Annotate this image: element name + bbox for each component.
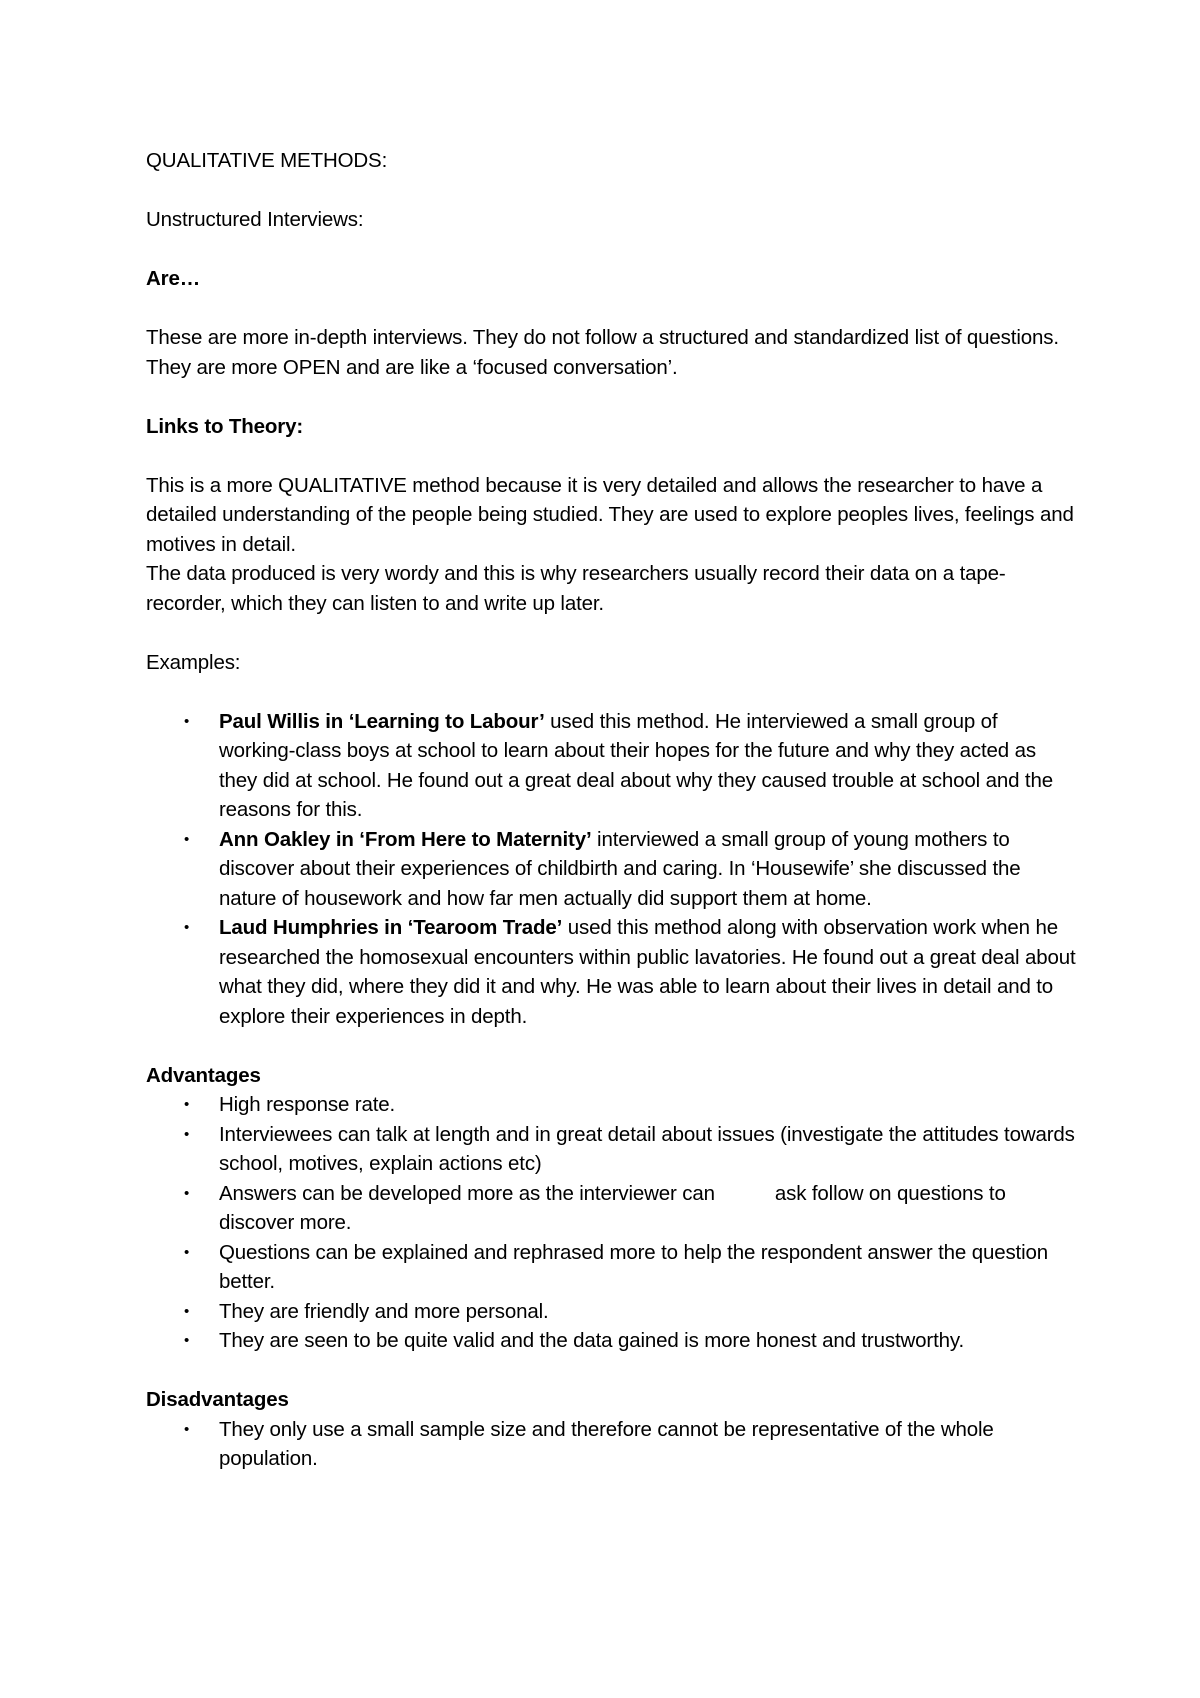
list-item bbox=[146, 1238, 1076, 1297]
document-heading: QUALITATIVE METHODS: bbox=[146, 149, 388, 172]
bullet-icon: • bbox=[184, 1096, 190, 1113]
list-item bbox=[146, 1297, 1076, 1327]
advantage-text-continued: ask follow on questions to discover more. bbox=[219, 1181, 1006, 1234]
document-page bbox=[146, 146, 1076, 1474]
section-title-unstructured-interviews: Unstructured Interviews: bbox=[146, 208, 364, 231]
example-description: interviewed a small group of young mothers to discover about their experiences of childbirth and caring. In ‘Housewife’ she discussed the nature of housework and how far men actually did support them at home. bbox=[219, 827, 1021, 910]
bullet-icon: • bbox=[184, 1332, 190, 1349]
example-source: Laud Humphries in ‘Tearoom Trade’ bbox=[219, 916, 563, 939]
list-item bbox=[146, 825, 1076, 914]
disadvantage-text: They only use a small sample size and therefore cannot be representative of the whole population. bbox=[219, 1417, 994, 1470]
bullet-icon: • bbox=[184, 712, 190, 730]
list-item bbox=[146, 1179, 1076, 1238]
example-source: Paul Willis in ‘Learning to Labour’ bbox=[219, 709, 545, 733]
bullet-icon: • bbox=[184, 1125, 190, 1143]
bullet-icon: • bbox=[184, 919, 190, 936]
disadvantages-list bbox=[146, 1415, 1076, 1474]
list-item bbox=[146, 1415, 1076, 1474]
list-item bbox=[146, 1326, 1076, 1356]
bullet-icon: • bbox=[184, 1184, 190, 1202]
bullet-icon: • bbox=[184, 1420, 190, 1438]
disadvantages-label: Disadvantages bbox=[146, 1388, 289, 1411]
example-source: Ann Oakley in ‘From Here to Maternity’ bbox=[219, 827, 592, 851]
bullet-icon: • bbox=[184, 830, 190, 848]
list-item bbox=[146, 1120, 1076, 1179]
list-item bbox=[146, 1090, 1076, 1120]
theory-paragraph-2: The data produced is very wordy and this is why researchers usually record their data on a tape-recorder, which they can listen to and write up later. bbox=[146, 562, 1006, 615]
advantage-text: High response rate. bbox=[219, 1093, 396, 1116]
advantage-text: They are seen to be quite valid and the data gained is more honest and trustworthy. bbox=[219, 1329, 964, 1352]
example-description: used this method along with observation work when he researched the homosexual encounters within public lavatories. He found out a great deal about what they did, where they did it and why. He was able to learn about their lives in detail and to explore their experiences in depth. bbox=[219, 916, 1076, 1028]
examples-list bbox=[146, 707, 1076, 1032]
advantage-text: Questions can be explained and rephrased more to help the respondent answer the question better. bbox=[219, 1240, 1049, 1293]
links-to-theory-label: Links to Theory: bbox=[146, 414, 304, 438]
example-description: used this method. He interviewed a small group of working-class boys at school to learn about their hopes for the future and why they acted as they did at school. He found out a great deal about why they caused trouble at school and the reasons for this. bbox=[219, 709, 1053, 821]
advantages-label: Advantages bbox=[146, 1063, 261, 1087]
examples-label: Examples: bbox=[146, 650, 241, 674]
bullet-icon: • bbox=[184, 1243, 190, 1261]
list-item bbox=[146, 913, 1076, 1031]
are-paragraph: These are more in-depth interviews. They do not follow a structured and standardized list of questions. They are more OPEN and are like a ‘focused conversation’. bbox=[146, 326, 1059, 379]
advantage-text: Interviewees can talk at length and in great detail about issues (investigate the attitudes towards school, motives, explain actions etc) bbox=[219, 1122, 1075, 1175]
advantage-text: They are friendly and more personal. bbox=[219, 1299, 549, 1323]
theory-paragraph-1: This is a more QUALITATIVE method because it is very detailed and allows the researcher to have a detailed understanding of the people being studied. They are used to explore peoples lives, feelings and motives in detail. bbox=[146, 473, 1074, 556]
bullet-icon: • bbox=[184, 1302, 190, 1320]
advantage-text: Answers can be developed more as the interviewer can bbox=[219, 1181, 715, 1205]
are-label: Are… bbox=[146, 267, 201, 290]
advantages-list bbox=[146, 1090, 1076, 1356]
list-item bbox=[146, 707, 1076, 825]
